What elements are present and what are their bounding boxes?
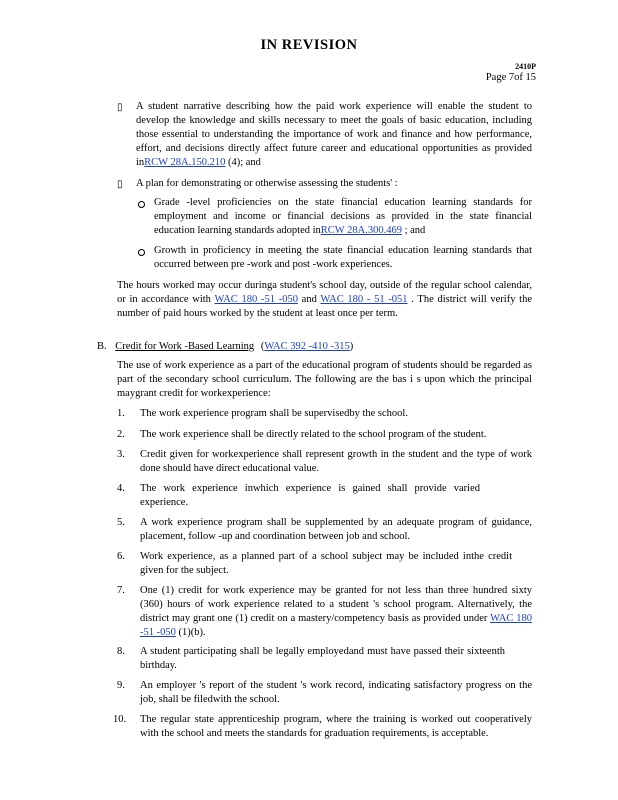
item-number: 7. [117, 585, 125, 596]
item-number: 2. [117, 429, 125, 440]
section-b-intro: The use of work experience as a part of the educational program of students should be regarded as part of the secondary school curriculum. The following are the bas i s upon which the principal maygrant credit for workexperience: [117, 360, 532, 399]
list-item: The work experience shall be directly related to the school program of the student. [140, 429, 487, 440]
wac-link[interactable]: WAC 180 -51 -050 [214, 294, 298, 305]
list-item: A student participating shall be legally employedand must have passed their sixteenth birthday. [140, 646, 505, 671]
list-item: The regular state apprenticeship program, where the training is worked out cooperatively with the school and meets the standards for graduation requirements, is acceptable. [140, 714, 532, 739]
page-number: Page 7of 15 [485, 72, 536, 83]
item-number: 10. [113, 714, 127, 725]
item-number: 5. [117, 517, 125, 528]
list-item: Credit given for workexperience shall represent growth in the student and the type of work done should have direct educational value. [140, 449, 532, 474]
item-number: 3. [117, 449, 125, 460]
section-b-heading [97, 340, 353, 354]
paren-close: ) [349, 341, 354, 352]
bullet-text: A student narrative describing how the paid work experience will enable the student to develop the knowledge and skills necessary to meet the goals of basic education, including those essential to understanding the importance of work and finance and how performance, effort, and decisions directly affect future career and educational opportunities as provided in [136, 101, 532, 168]
item-text: One (1) credit for work experience may be granted for not less than three hundred sixty (360) hours of work experience related to a student 's school program. Alternatively, the district may grant one (1) credit on a mastery/competency basis as provided under [140, 585, 532, 624]
rcw-link[interactable]: RCW 28A.150.210 [144, 157, 226, 168]
list-item: An employer 's report of the student 's work record, indicating satisfactory progress on the job, shall be filedwith the school. [140, 680, 532, 705]
hours-paragraph [117, 279, 532, 321]
list-item [140, 584, 532, 640]
bullet-marker: ▯ [117, 179, 123, 190]
item-number: 1. [117, 408, 125, 419]
item-number: 6. [117, 551, 125, 562]
section-heading: Credit for Work -Based Learning [115, 341, 255, 352]
circle-bullet-icon [138, 201, 145, 208]
policy-code: 2410P [515, 62, 536, 71]
item-number: 9. [117, 680, 125, 691]
bullet-student-narrative [136, 100, 532, 170]
list-item: The work experience inwhich experience is gained shall provide varied experience. [140, 483, 480, 508]
subbullet-text-tail: ; and [401, 225, 426, 236]
hours-text: The hours worked may occur duringa student's school day, outside of the regular school calendar, or in accordance with [117, 280, 532, 305]
wac-link[interactable]: WAC 392 -410 -315 [264, 341, 350, 352]
circle-bullet-icon [138, 249, 145, 256]
rcw-link[interactable]: RCW 28A.300.469 [320, 225, 402, 236]
subbullet-grade-level [154, 196, 532, 238]
hours-mid: and [297, 294, 321, 305]
bullet-plan: A plan for demonstrating or otherwise assessing the students' : [136, 178, 398, 189]
item-number: 4. [117, 483, 125, 494]
item-number: 8. [117, 646, 125, 657]
list-item: Work experience, as a planned part of a school subject may be included inthe credit given for the subject. [140, 551, 512, 576]
wac-link[interactable]: WAC 180 - 51 -051 [320, 294, 408, 305]
revision-title: IN REVISION [260, 37, 358, 53]
wac-link[interactable]: WAC 180 -51 -050 [140, 613, 532, 638]
bullet-text-tail: (4); and [225, 157, 261, 168]
bullet-marker: ▯ [117, 102, 123, 113]
item-text-tail: (1)(b). [175, 627, 206, 638]
subbullet-text: Grade -level proficiencies on the state financial education learning standards for employment and income or financial decisions as provided in the state financial education learning standards adopted in [154, 197, 532, 236]
list-item: A work experience program shall be supplemented by an adequate program of guidance, placement, follow -up and coordination between job and school. [140, 517, 532, 542]
list-item: The work experience program shall be supervisedby the school. [140, 408, 408, 419]
subbullet-growth: Growth in proficiency in meeting the state financial education learning standards that occurred between pre -work and post -work experiences. [154, 245, 532, 270]
hours-text-tail: . The district will verify the number of paid hours worked by the student at least once per term. [117, 294, 533, 319]
paren-open: ( [260, 341, 265, 352]
section-label: B. [97, 341, 107, 352]
